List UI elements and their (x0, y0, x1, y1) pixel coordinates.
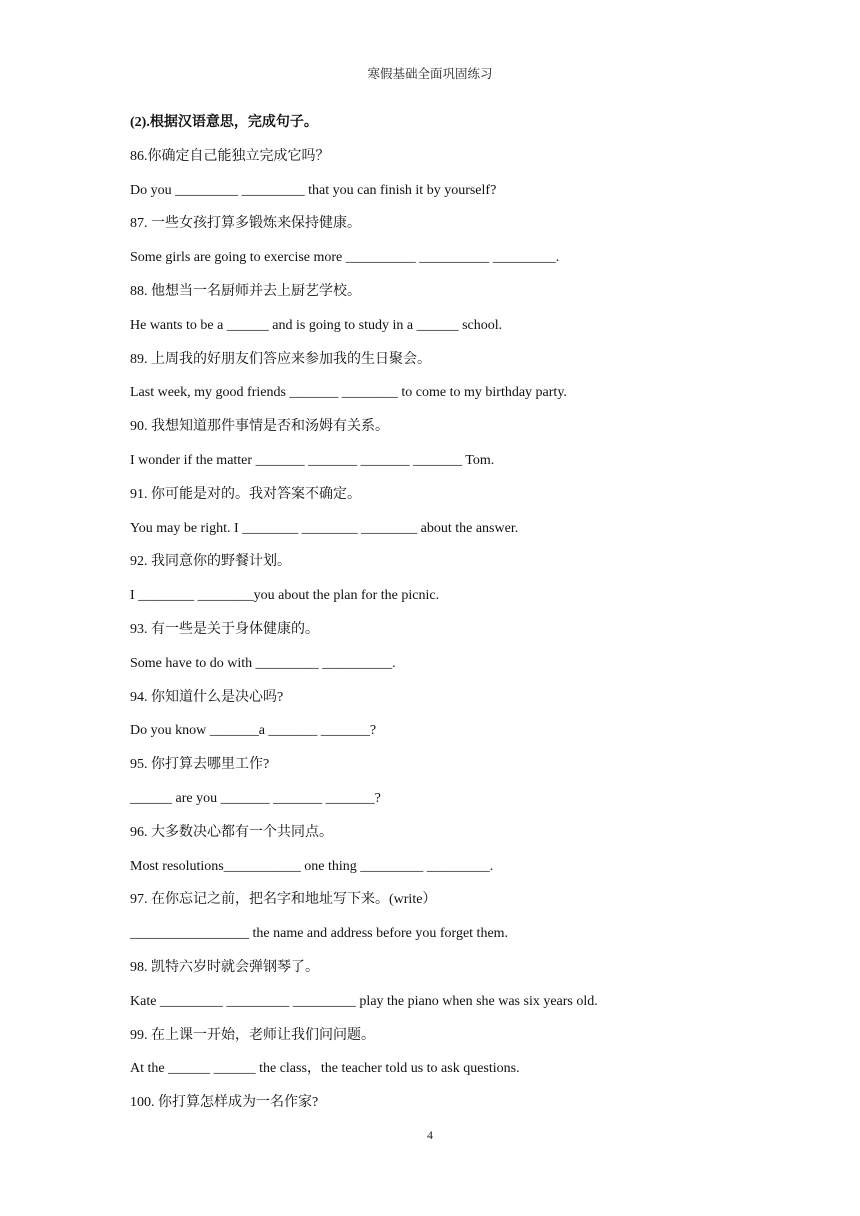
page-header: 寒假基础全面巩固练习 (367, 67, 493, 81)
section-title: (2).根据汉语意思，完成句子。 (130, 115, 318, 130)
question-88-english: He wants to be a ______ and is going to study in a ______ school. (130, 317, 503, 333)
question-100-chinese: 100. 你打算怎样成为一名作家? (130, 1095, 319, 1111)
question-93-english: Some have to do with _________ __________. (130, 655, 396, 671)
question-97-english: _________________ the name and address before you forget them. (130, 926, 509, 942)
question-88-chinese: 88. 他想当一名厨师并去上厨艺学校。 (130, 283, 361, 299)
question-91-english: You may be right. I ________ ________ ________ about the answer. (130, 520, 519, 536)
question-90-english: I wonder if the matter _______ _______ _______ _______ Tom. (130, 452, 495, 468)
question-99-english: At the ______ ______ the class，the teacher told us to ask questions. (130, 1061, 520, 1077)
question-92-chinese: 92. 我同意你的野餐计划。 (130, 554, 291, 570)
question-87-chinese: 87. 一些女孩打算多锻炼来保持健康。 (130, 216, 361, 232)
question-93-chinese: 93. 有一些是关于身体健康的。 (130, 621, 319, 637)
question-98-chinese: 98. 凯特六岁时就会弹钢琴了。 (130, 959, 319, 975)
exercise-content (130, 113, 750, 1127)
question-94-chinese: 94. 你知道什么是决心吗? (130, 689, 284, 705)
question-96-english: Most resolutions___________ one thing _________ _________. (130, 858, 494, 874)
question-86-chinese: 86.你确定自己能独立完成它吗？ (130, 148, 330, 164)
question-99-chinese: 99. 在上课一开始，老师让我们问问题。 (130, 1027, 375, 1043)
question-87-english: Some girls are going to exercise more __________ __________ _________. (130, 250, 560, 266)
question-95-english: ______ are you _______ _______ _______? (130, 790, 381, 806)
question-91-chinese: 91. 你可能是对的。我对答案不确定。 (130, 486, 361, 502)
question-86-english: Do you _________ _________ that you can finish it by yourself? (130, 182, 497, 198)
page-number: 4 (427, 1128, 433, 1142)
question-89-chinese: 89. 上周我的好朋友们答应来参加我的生日聚会。 (130, 351, 431, 367)
question-92-english: I ________ ________you about the plan for the picnic. (130, 588, 440, 604)
question-94-english: Do you know _______a _______ _______? (130, 723, 377, 739)
question-95-chinese: 95. 你打算去哪里工作? (130, 757, 270, 773)
question-97-chinese: 97. 在你忘记之前，把名字和地址写下来。(write） (130, 892, 437, 908)
question-90-chinese: 90. 我想知道那件事情是否和汤姆有关系。 (130, 419, 389, 435)
question-96-chinese: 96. 大多数决心都有一个共同点。 (130, 824, 333, 840)
question-98-english: Kate _________ _________ _________ play the piano when she was six years old. (130, 993, 598, 1009)
question-89-english: Last week, my good friends _______ ________ to come to my birthday party. (130, 385, 567, 401)
